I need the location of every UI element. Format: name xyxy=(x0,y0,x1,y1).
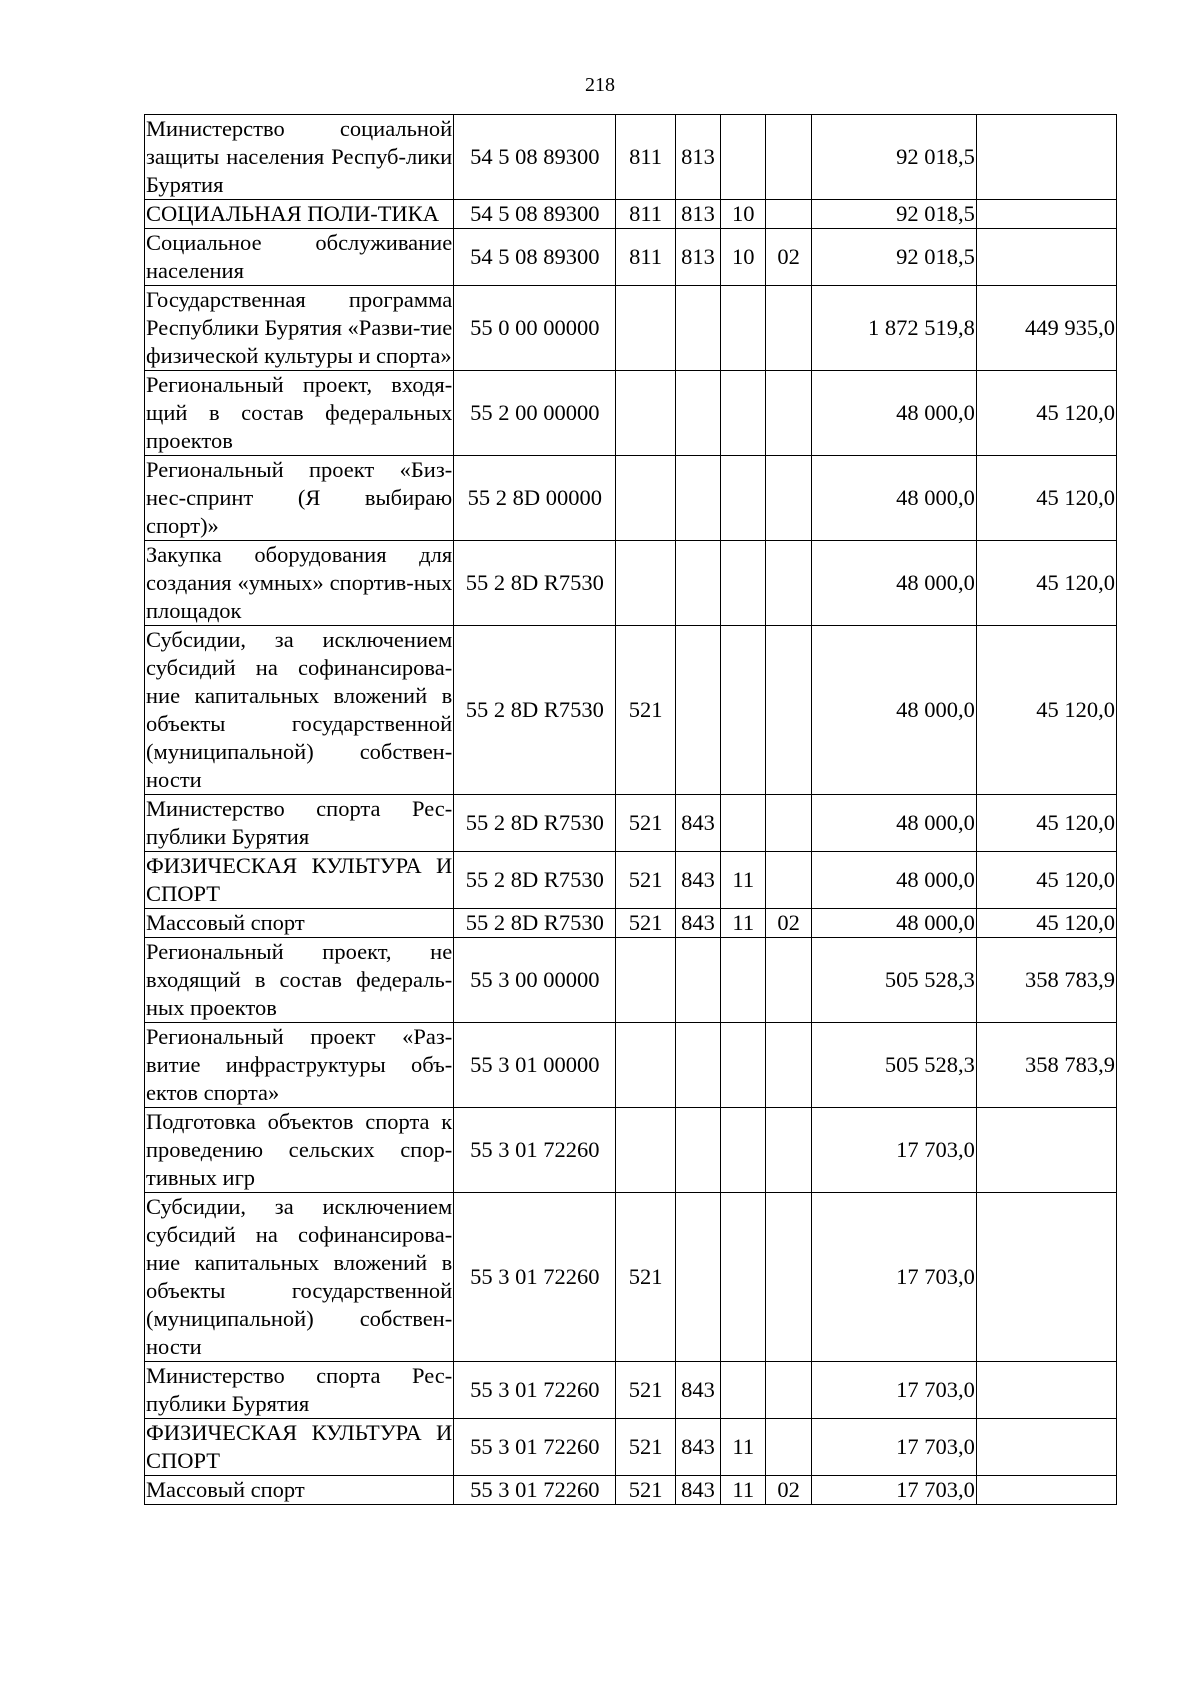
expense-type-cell: 521 xyxy=(616,1193,675,1362)
department-code-cell xyxy=(675,286,720,371)
expense-type-cell: 521 xyxy=(616,909,675,938)
total-amount-cell: 92 018,5 xyxy=(811,115,976,200)
table-row xyxy=(145,852,1117,909)
row-name-cell: Субсидии, за исключением субсидий на софинансирова-ние капитальных вложений в объекты государственной (муниципальной) собствен-ности xyxy=(145,626,454,795)
federal-amount-cell: 45 120,0 xyxy=(976,541,1116,626)
target-article-cell: 55 2 8D R7530 xyxy=(454,909,616,938)
target-article-cell: 55 2 8D 00000 xyxy=(454,456,616,541)
row-name-cell: ФИЗИЧЕСКАЯ КУЛЬТУРА И СПОРТ xyxy=(145,1419,454,1476)
total-amount-cell: 48 000,0 xyxy=(811,909,976,938)
total-amount-cell: 1 872 519,8 xyxy=(811,286,976,371)
federal-amount-cell: 45 120,0 xyxy=(976,456,1116,541)
federal-amount-cell: 358 783,9 xyxy=(976,1023,1116,1108)
row-name-cell: ФИЗИЧЕСКАЯ КУЛЬТУРА И СПОРТ xyxy=(145,852,454,909)
expense-type-cell: 521 xyxy=(616,1362,675,1419)
target-article-cell: 55 2 00 00000 xyxy=(454,371,616,456)
section-cell xyxy=(721,795,766,852)
total-amount-cell: 48 000,0 xyxy=(811,541,976,626)
department-code-cell xyxy=(675,938,720,1023)
target-article-cell: 55 2 8D R7530 xyxy=(454,852,616,909)
subsection-cell xyxy=(766,1362,811,1419)
department-code-cell xyxy=(675,626,720,795)
subsection-cell: 02 xyxy=(766,1476,811,1505)
table-row xyxy=(145,1362,1117,1419)
target-article-cell: 55 2 8D R7530 xyxy=(454,541,616,626)
total-amount-cell: 505 528,3 xyxy=(811,1023,976,1108)
row-name-cell: Субсидии, за исключением субсидий на софинансирова-ние капитальных вложений в объекты государственной (муниципальной) собствен-ности xyxy=(145,1193,454,1362)
section-cell xyxy=(721,1362,766,1419)
federal-amount-cell: 45 120,0 xyxy=(976,371,1116,456)
target-article-cell: 55 3 01 72260 xyxy=(454,1419,616,1476)
row-name-cell: Социальное обслуживание населения xyxy=(145,229,454,286)
department-code-cell xyxy=(675,1108,720,1193)
table-row xyxy=(145,1108,1117,1193)
federal-amount-cell: 45 120,0 xyxy=(976,795,1116,852)
section-cell xyxy=(721,456,766,541)
total-amount-cell: 17 703,0 xyxy=(811,1362,976,1419)
table-row xyxy=(145,541,1117,626)
department-code-cell xyxy=(675,371,720,456)
target-article-cell: 55 3 00 00000 xyxy=(454,938,616,1023)
department-code-cell xyxy=(675,456,720,541)
expense-type-cell xyxy=(616,456,675,541)
row-name-cell: Массовый спорт xyxy=(145,909,454,938)
subsection-cell xyxy=(766,286,811,371)
federal-amount-cell xyxy=(976,200,1116,229)
target-article-cell: 54 5 08 89300 xyxy=(454,115,616,200)
row-name-cell: Министерство спорта Рес-публики Бурятия xyxy=(145,795,454,852)
section-cell: 11 xyxy=(721,852,766,909)
row-name-cell: Региональный проект «Биз-нес-спринт (Я выбираю спорт)» xyxy=(145,456,454,541)
section-cell: 10 xyxy=(721,229,766,286)
total-amount-cell: 17 703,0 xyxy=(811,1108,976,1193)
total-amount-cell: 92 018,5 xyxy=(811,200,976,229)
department-code-cell xyxy=(675,541,720,626)
subsection-cell xyxy=(766,541,811,626)
federal-amount-cell xyxy=(976,1362,1116,1419)
row-name-cell: Министерство социальной защиты населения Респуб-лики Бурятия xyxy=(145,115,454,200)
total-amount-cell: 17 703,0 xyxy=(811,1419,976,1476)
table-row xyxy=(145,456,1117,541)
federal-amount-cell xyxy=(976,1193,1116,1362)
department-code-cell xyxy=(675,1023,720,1108)
department-code-cell: 843 xyxy=(675,852,720,909)
table-row xyxy=(145,115,1117,200)
subsection-cell xyxy=(766,1419,811,1476)
subsection-cell xyxy=(766,1193,811,1362)
target-article-cell: 55 3 01 72260 xyxy=(454,1193,616,1362)
expense-type-cell xyxy=(616,541,675,626)
expense-type-cell: 811 xyxy=(616,200,675,229)
table-row xyxy=(145,371,1117,456)
table-row xyxy=(145,286,1117,371)
total-amount-cell: 92 018,5 xyxy=(811,229,976,286)
row-name-cell: СОЦИАЛЬНАЯ ПОЛИ-ТИКА xyxy=(145,200,454,229)
row-name-cell: Региональный проект, не входящий в состав федераль-ных проектов xyxy=(145,938,454,1023)
federal-amount-cell: 358 783,9 xyxy=(976,938,1116,1023)
section-cell xyxy=(721,1023,766,1108)
subsection-cell xyxy=(766,852,811,909)
expense-type-cell: 811 xyxy=(616,115,675,200)
subsection-cell xyxy=(766,115,811,200)
federal-amount-cell xyxy=(976,115,1116,200)
subsection-cell xyxy=(766,371,811,456)
department-code-cell: 843 xyxy=(675,1362,720,1419)
section-cell: 11 xyxy=(721,1476,766,1505)
total-amount-cell: 505 528,3 xyxy=(811,938,976,1023)
row-name-cell: Министерство спорта Рес-публики Бурятия xyxy=(145,1362,454,1419)
expense-type-cell: 521 xyxy=(616,1419,675,1476)
subsection-cell: 02 xyxy=(766,909,811,938)
expense-type-cell xyxy=(616,371,675,456)
total-amount-cell: 48 000,0 xyxy=(811,371,976,456)
expense-type-cell xyxy=(616,938,675,1023)
federal-amount-cell: 45 120,0 xyxy=(976,626,1116,795)
expense-type-cell: 521 xyxy=(616,1476,675,1505)
subsection-cell xyxy=(766,795,811,852)
target-article-cell: 55 2 8D R7530 xyxy=(454,795,616,852)
total-amount-cell: 17 703,0 xyxy=(811,1476,976,1505)
table-row xyxy=(145,1193,1117,1362)
table-row xyxy=(145,1419,1117,1476)
federal-amount-cell xyxy=(976,1108,1116,1193)
row-name-cell: Массовый спорт xyxy=(145,1476,454,1505)
target-article-cell: 54 5 08 89300 xyxy=(454,200,616,229)
row-name-cell: Закупка оборудования для создания «умных» спортив-ных площадок xyxy=(145,541,454,626)
target-article-cell: 54 5 08 89300 xyxy=(454,229,616,286)
section-cell xyxy=(721,286,766,371)
subsection-cell xyxy=(766,626,811,795)
total-amount-cell: 48 000,0 xyxy=(811,852,976,909)
subsection-cell xyxy=(766,456,811,541)
table-row xyxy=(145,229,1117,286)
table-row xyxy=(145,938,1117,1023)
target-article-cell: 55 2 8D R7530 xyxy=(454,626,616,795)
table-row xyxy=(145,795,1117,852)
target-article-cell: 55 3 01 72260 xyxy=(454,1476,616,1505)
department-code-cell xyxy=(675,1193,720,1362)
department-code-cell: 843 xyxy=(675,909,720,938)
federal-amount-cell xyxy=(976,1419,1116,1476)
table-row xyxy=(145,1476,1117,1505)
subsection-cell: 02 xyxy=(766,229,811,286)
expense-type-cell: 521 xyxy=(616,626,675,795)
federal-amount-cell: 45 120,0 xyxy=(976,852,1116,909)
target-article-cell: 55 0 00 00000 xyxy=(454,286,616,371)
budget-table xyxy=(144,114,1117,1505)
federal-amount-cell: 45 120,0 xyxy=(976,909,1116,938)
federal-amount-cell xyxy=(976,229,1116,286)
total-amount-cell: 48 000,0 xyxy=(811,456,976,541)
target-article-cell: 55 3 01 72260 xyxy=(454,1108,616,1193)
section-cell xyxy=(721,1108,766,1193)
table-row xyxy=(145,909,1117,938)
federal-amount-cell xyxy=(976,1476,1116,1505)
target-article-cell: 55 3 01 72260 xyxy=(454,1362,616,1419)
section-cell: 11 xyxy=(721,1419,766,1476)
total-amount-cell: 48 000,0 xyxy=(811,795,976,852)
expense-type-cell: 811 xyxy=(616,229,675,286)
page-number: 218 xyxy=(585,74,615,96)
table-row xyxy=(145,200,1117,229)
department-code-cell: 813 xyxy=(675,115,720,200)
budget-table-body xyxy=(145,115,1117,1505)
total-amount-cell: 17 703,0 xyxy=(811,1193,976,1362)
section-cell xyxy=(721,626,766,795)
subsection-cell xyxy=(766,1023,811,1108)
row-name-cell: Региональный проект «Раз-витие инфраструктуры объ-ектов спорта» xyxy=(145,1023,454,1108)
expense-type-cell xyxy=(616,1023,675,1108)
department-code-cell: 843 xyxy=(675,1419,720,1476)
target-article-cell: 55 3 01 00000 xyxy=(454,1023,616,1108)
row-name-cell: Региональный проект, входя-щий в состав федеральных проектов xyxy=(145,371,454,456)
section-cell xyxy=(721,541,766,626)
total-amount-cell: 48 000,0 xyxy=(811,626,976,795)
section-cell: 11 xyxy=(721,909,766,938)
expense-type-cell: 521 xyxy=(616,795,675,852)
subsection-cell xyxy=(766,1108,811,1193)
subsection-cell xyxy=(766,938,811,1023)
section-cell xyxy=(721,115,766,200)
section-cell: 10 xyxy=(721,200,766,229)
department-code-cell: 813 xyxy=(675,200,720,229)
table-row xyxy=(145,1023,1117,1108)
row-name-cell: Подготовка объектов спорта к проведению сельских спор-тивных игр xyxy=(145,1108,454,1193)
department-code-cell: 843 xyxy=(675,1476,720,1505)
department-code-cell: 843 xyxy=(675,795,720,852)
subsection-cell xyxy=(766,200,811,229)
section-cell xyxy=(721,938,766,1023)
section-cell xyxy=(721,1193,766,1362)
department-code-cell: 813 xyxy=(675,229,720,286)
table-row xyxy=(145,626,1117,795)
section-cell xyxy=(721,371,766,456)
expense-type-cell xyxy=(616,1108,675,1193)
expense-type-cell xyxy=(616,286,675,371)
row-name-cell: Государственная программа Республики Бурятия «Разви-тие физической культуры и спорта» xyxy=(145,286,454,371)
expense-type-cell: 521 xyxy=(616,852,675,909)
federal-amount-cell: 449 935,0 xyxy=(976,286,1116,371)
